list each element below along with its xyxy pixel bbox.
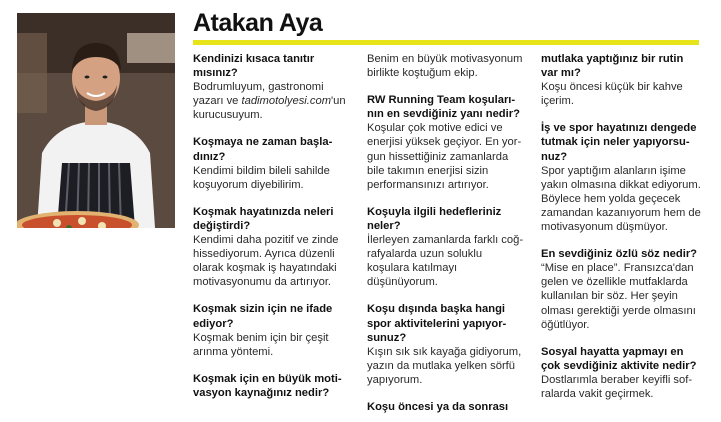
answer: Bodrumluyum, gastronomi yazarı ve tadimotolyesi.com'un kurucusuyum. xyxy=(193,81,346,122)
question: Sosyal hayatta yapmayı en çok sevdiğiniz aktivite nedir? xyxy=(541,345,697,372)
answer: Benim en büyük motivasyonum birlikte koştuğum ekip. xyxy=(367,53,523,80)
question: Koşmak sizin için ne ifade ediyor? xyxy=(193,303,333,330)
question: Koşmaya ne zaman başladınız? xyxy=(193,136,333,163)
question: Koşu dışında başka hangi spor aktivitelerini yapıyorsunuz? xyxy=(367,303,507,344)
answer: Kendimi bildim bileli sahilde koşuyorum diyebilirim. xyxy=(193,164,330,191)
question: Kendinizi kısaca tanıtır mısınız? xyxy=(193,53,315,80)
answer: Kendimi daha pozitif ve zinde hissediyorum. Ayrıca düzenli olarak koşmak iş hayatındaki motivasyonumu da artırıyor. xyxy=(193,234,339,289)
answer: Koşmak benim için bir çeşit arınma yöntemi. xyxy=(193,331,329,358)
question: Koşu öncesi ya da sonrası xyxy=(367,400,509,413)
answer: Dostlarımla beraber keyifli sofralarda vakit geçirmek. xyxy=(541,373,693,400)
answer: Koşu öncesi küçük bir kahve içerim. xyxy=(541,81,683,108)
interview-column-3 xyxy=(541,52,701,414)
answer: “Mise en place”. Fransızca'dan gelen ve özellikle mutfaklarda kullanılan bir söz. Her şeyin olması gerektiği yerde olmasını öğütlüyor. xyxy=(541,262,696,331)
answer: Kışın sık sık kayağa gidiyorum, yazın da mutlaka yelken sörfü yapıyorum. xyxy=(367,345,522,386)
answer: Koşular çok motive edici ve enerjisi yüksek geçiyor. En yorgun hissettiğiniz zamanlarda bile takımın enerjisi sizin performansınızı artırıyor. xyxy=(367,122,522,191)
question: Koşuyla ilgili hedefleriniz neler? xyxy=(367,205,502,232)
answer: İlerleyen zamanlarda farklı coğrafyalarda uzun soluklu koşulara katılmayı düşünüyorum. xyxy=(367,234,524,289)
question: İş ve spor hayatınızı dengede tutmak için neler yapıyorsunuz? xyxy=(541,122,697,163)
interview-column-2 xyxy=(367,52,527,414)
page-title: Atakan Aya xyxy=(193,9,323,37)
question: Koşmak hayatınızda neleri değiştirdi? xyxy=(193,205,334,232)
title-underline xyxy=(193,40,699,45)
question: RW Running Team koşularının en sevdiğiniz yanı nedir? xyxy=(367,94,520,121)
interview-column-1 xyxy=(193,52,353,400)
question: En sevdiğiniz özlü söz nedir? xyxy=(541,248,698,261)
website-link-text: tadimotolyesi.com xyxy=(241,95,332,108)
question: Koşmak için en büyük motivasyon kaynağınız nedir? xyxy=(193,372,342,399)
question: mutlaka yaptığınız bir rutin var mı? xyxy=(541,53,684,80)
author-photo xyxy=(17,13,175,228)
answer: Spor yaptığım alanların işime yakın olmasına dikkat ediyorum. Böylece hem yolda geçecek zamandan kazanıyorum hem de motivasyonum düşmüyor. xyxy=(541,164,701,234)
